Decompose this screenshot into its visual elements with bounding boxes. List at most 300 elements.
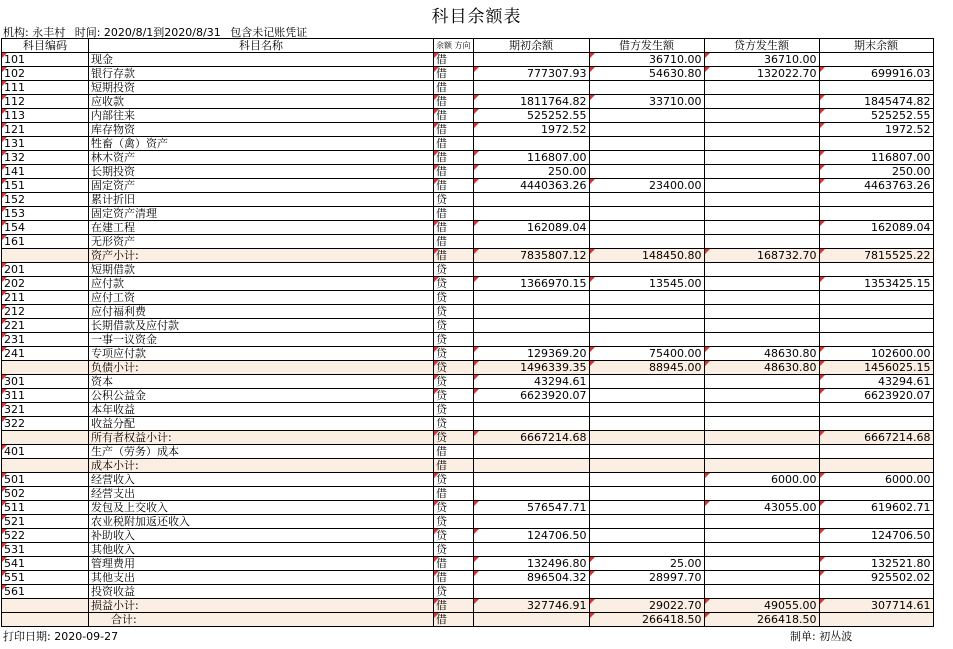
cell-dir: 借 (434, 487, 474, 501)
cell-name: 应付福利费 (89, 305, 434, 319)
cell-code: 201 (2, 263, 89, 277)
maker: 制单: 初丛波 (790, 630, 853, 643)
cell-code (2, 599, 89, 613)
cell-dir: 借 (434, 95, 474, 109)
cell-code: 551 (2, 571, 89, 585)
cell-close (819, 403, 933, 417)
cell-code: 101 (2, 53, 89, 67)
table-row (2, 487, 934, 501)
cell-code: 541 (2, 557, 89, 571)
cell-open: 129369.20 (473, 347, 589, 361)
cell-open (473, 305, 589, 319)
cell-credit (704, 81, 819, 95)
cell-code: 154 (2, 221, 89, 235)
table-row (2, 263, 934, 277)
cell-name: 农业税附加返还收入 (89, 515, 434, 529)
cell-close: 132521.80 (819, 557, 933, 571)
table-row (2, 277, 934, 291)
cell-credit (704, 529, 819, 543)
cell-credit (704, 487, 819, 501)
cell-open: 7835807.12 (473, 249, 589, 263)
cell-close (819, 487, 933, 501)
cell-credit (704, 291, 819, 305)
cell-debit (589, 585, 704, 599)
cell-credit: 6000.00 (704, 473, 819, 487)
table-row (2, 137, 934, 151)
cell-open (473, 319, 589, 333)
cell-dir: 借 (434, 179, 474, 193)
cell-dir: 贷 (434, 501, 474, 515)
cell-debit (589, 235, 704, 249)
cell-close: 699916.03 (819, 67, 933, 81)
cell-credit (704, 319, 819, 333)
cell-credit (704, 277, 819, 291)
subtotal-row (2, 599, 934, 613)
table-row (2, 445, 934, 459)
cell-close: 6667214.68 (819, 431, 933, 445)
table-row (2, 81, 934, 95)
cell-debit (589, 515, 704, 529)
table-row (2, 529, 934, 543)
cell-close (819, 515, 933, 529)
cell-dir: 借 (434, 137, 474, 151)
col-name: 科目名称 (89, 39, 434, 53)
cell-name: 现金 (89, 53, 434, 67)
org-label: 机构: 永丰村 (3, 26, 66, 39)
table-row (2, 67, 934, 81)
cell-name: 一事一议资金 (89, 333, 434, 347)
cell-close (819, 459, 933, 473)
cell-debit (589, 319, 704, 333)
cell-debit: 33710.00 (589, 95, 704, 109)
cell-debit (589, 193, 704, 207)
cell-code: 561 (2, 585, 89, 599)
cell-dir: 贷 (434, 403, 474, 417)
cell-open: 576547.71 (473, 501, 589, 515)
cell-close: 1353425.15 (819, 277, 933, 291)
cell-credit (704, 263, 819, 277)
cell-close (819, 543, 933, 557)
cell-credit (704, 207, 819, 221)
table-row (2, 571, 934, 585)
table-row (2, 319, 934, 333)
cell-open (473, 543, 589, 557)
col-code: 科目编码 (2, 39, 89, 53)
cell-close (819, 613, 933, 627)
cell-code: 211 (2, 291, 89, 305)
cell-close: 619602.71 (819, 501, 933, 515)
cell-debit (589, 291, 704, 305)
cell-name: 本年收益 (89, 403, 434, 417)
cell-debit (589, 333, 704, 347)
table-row (2, 543, 934, 557)
cell-code: 153 (2, 207, 89, 221)
cell-code (2, 361, 89, 375)
cell-open (473, 417, 589, 431)
cell-name: 成本小计: (89, 459, 434, 473)
cell-open (473, 515, 589, 529)
cell-close: 307714.61 (819, 599, 933, 613)
cell-credit (704, 431, 819, 445)
cell-open (473, 263, 589, 277)
print-date: 打印日期: 2020-09-27 (3, 630, 119, 643)
cell-close: 102600.00 (819, 347, 933, 361)
col-open: 期初余额 (473, 39, 589, 53)
cell-open: 327746.91 (473, 599, 589, 613)
cell-credit: 168732.70 (704, 249, 819, 263)
col-close: 期末余额 (819, 39, 933, 53)
cell-dir: 贷 (434, 515, 474, 529)
cell-name: 短期借款 (89, 263, 434, 277)
cell-debit (589, 151, 704, 165)
table-row (2, 53, 934, 67)
cell-name: 经营支出 (89, 487, 434, 501)
cell-code: 113 (2, 109, 89, 123)
cell-close (819, 445, 933, 459)
cell-code: 102 (2, 67, 89, 81)
cell-close: 1845474.82 (819, 95, 933, 109)
cell-name: 投资收益 (89, 585, 434, 599)
cell-close: 7815525.22 (819, 249, 933, 263)
cell-name: 经营收入 (89, 473, 434, 487)
cell-code: 401 (2, 445, 89, 459)
cell-code: 301 (2, 375, 89, 389)
cell-open: 132496.80 (473, 557, 589, 571)
cell-credit (704, 403, 819, 417)
cell-code (2, 459, 89, 473)
cell-dir: 借 (434, 81, 474, 95)
cell-code: 121 (2, 123, 89, 137)
cell-debit (589, 137, 704, 151)
cell-dir: 借 (434, 67, 474, 81)
cell-close (819, 53, 933, 67)
cell-credit (704, 389, 819, 403)
cell-debit (589, 263, 704, 277)
cell-close (819, 235, 933, 249)
cell-dir: 贷 (434, 319, 474, 333)
cell-name: 固定资产清理 (89, 207, 434, 221)
cell-close: 250.00 (819, 165, 933, 179)
cell-name: 公积公益金 (89, 389, 434, 403)
table-row (2, 417, 934, 431)
cell-open: 162089.04 (473, 221, 589, 235)
cell-name: 应付工资 (89, 291, 434, 305)
cell-name: 管理费用 (89, 557, 434, 571)
cell-open: 777307.93 (473, 67, 589, 81)
cell-close (819, 193, 933, 207)
period-label: 时间: 2020/8/1到2020/8/31 (74, 26, 221, 39)
cell-close (819, 333, 933, 347)
cell-dir: 贷 (434, 585, 474, 599)
cell-credit: 48630.80 (704, 361, 819, 375)
cell-code (2, 249, 89, 263)
table-header-row (2, 39, 934, 53)
cell-code: 521 (2, 515, 89, 529)
cell-credit (704, 571, 819, 585)
cell-debit (589, 445, 704, 459)
cell-dir: 贷 (434, 333, 474, 347)
cell-dir: 借 (434, 557, 474, 571)
subtotal-row (2, 431, 934, 445)
cell-close (819, 417, 933, 431)
cell-debit: 36710.00 (589, 53, 704, 67)
cell-dir: 贷 (434, 291, 474, 305)
cell-dir: 贷 (434, 305, 474, 319)
cell-open (473, 403, 589, 417)
cell-credit: 266418.50 (704, 613, 819, 627)
table-row (2, 207, 934, 221)
cell-code: 511 (2, 501, 89, 515)
subtotal-row (2, 613, 934, 627)
cell-name: 专项应付款 (89, 347, 434, 361)
table-row (2, 165, 934, 179)
cell-open (473, 459, 589, 473)
cell-dir: 借 (434, 249, 474, 263)
col-debit: 借方发生额 (589, 39, 704, 53)
cell-dir: 借 (434, 613, 474, 627)
cell-name: 负债小计: (89, 361, 434, 375)
cell-open (473, 207, 589, 221)
cell-credit: 48630.80 (704, 347, 819, 361)
table-row (2, 389, 934, 403)
cell-code: 132 (2, 151, 89, 165)
cell-open: 250.00 (473, 165, 589, 179)
cell-debit (589, 529, 704, 543)
cell-close (819, 207, 933, 221)
cell-credit (704, 165, 819, 179)
table-row (2, 585, 934, 599)
cell-name: 生产（劳务）成本 (89, 445, 434, 459)
cell-name: 其他支出 (89, 571, 434, 585)
cell-open (473, 81, 589, 95)
table-row (2, 291, 934, 305)
cell-debit (589, 501, 704, 515)
table-row (2, 557, 934, 571)
cell-close: 1456025.15 (819, 361, 933, 375)
cell-credit (704, 193, 819, 207)
cell-code: 161 (2, 235, 89, 249)
cell-dir: 贷 (434, 417, 474, 431)
table-row (2, 473, 934, 487)
table-row (2, 333, 934, 347)
cell-code: 212 (2, 305, 89, 319)
table-row (2, 109, 934, 123)
cell-close (819, 81, 933, 95)
cell-credit: 36710.00 (704, 53, 819, 67)
cell-debit (589, 487, 704, 501)
cell-open: 4440363.26 (473, 179, 589, 193)
cell-open (473, 193, 589, 207)
cell-dir: 借 (434, 207, 474, 221)
cell-debit (589, 109, 704, 123)
cell-code: 502 (2, 487, 89, 501)
cell-open (473, 445, 589, 459)
cell-code: 241 (2, 347, 89, 361)
cell-open: 1811764.82 (473, 95, 589, 109)
cell-dir: 贷 (434, 263, 474, 277)
cell-dir: 借 (434, 221, 474, 235)
cell-debit: 25.00 (589, 557, 704, 571)
cell-open (473, 53, 589, 67)
cell-close: 1972.52 (819, 123, 933, 137)
cell-debit: 88945.00 (589, 361, 704, 375)
cell-open: 43294.61 (473, 375, 589, 389)
cell-code: 231 (2, 333, 89, 347)
cell-debit (589, 417, 704, 431)
cell-close (819, 585, 933, 599)
cell-dir: 借 (434, 235, 474, 249)
table-row (2, 179, 934, 193)
cell-name: 库存物资 (89, 123, 434, 137)
cell-credit (704, 557, 819, 571)
cell-dir: 贷 (434, 529, 474, 543)
cell-dir: 借 (434, 53, 474, 67)
cell-dir: 借 (434, 123, 474, 137)
cell-dir: 贷 (434, 347, 474, 361)
cell-close (819, 305, 933, 319)
cell-close: 116807.00 (819, 151, 933, 165)
cell-name: 收益分配 (89, 417, 434, 431)
cell-close: 525252.55 (819, 109, 933, 123)
cell-code: 131 (2, 137, 89, 151)
cell-credit (704, 151, 819, 165)
cell-credit (704, 305, 819, 319)
cell-credit: 43055.00 (704, 501, 819, 515)
cell-name: 累计折旧 (89, 193, 434, 207)
cell-close (819, 291, 933, 305)
cell-debit (589, 305, 704, 319)
cell-code: 311 (2, 389, 89, 403)
cell-debit (589, 81, 704, 95)
cell-dir: 贷 (434, 193, 474, 207)
cell-credit (704, 585, 819, 599)
cell-name: 其他收入 (89, 543, 434, 557)
cell-dir: 贷 (434, 361, 474, 375)
cell-credit (704, 235, 819, 249)
cell-dir: 贷 (434, 375, 474, 389)
cell-open (473, 613, 589, 627)
table-row (2, 305, 934, 319)
table-row (2, 123, 934, 137)
cell-dir: 借 (434, 109, 474, 123)
cell-name: 合计: (89, 613, 434, 627)
cell-debit: 13545.00 (589, 277, 704, 291)
cell-open (473, 585, 589, 599)
cell-dir: 借 (434, 445, 474, 459)
subtotal-row (2, 361, 934, 375)
cell-debit (589, 403, 704, 417)
cell-credit: 49055.00 (704, 599, 819, 613)
cell-code (2, 613, 89, 627)
cell-dir: 贷 (434, 473, 474, 487)
subtotal-row (2, 249, 934, 263)
cell-name: 发包及上交收入 (89, 501, 434, 515)
cell-debit (589, 221, 704, 235)
cell-open: 1972.52 (473, 123, 589, 137)
cell-debit (589, 123, 704, 137)
cell-debit: 266418.50 (589, 613, 704, 627)
cell-code: 531 (2, 543, 89, 557)
cell-name: 在建工程 (89, 221, 434, 235)
cell-dir: 贷 (434, 431, 474, 445)
table-row (2, 515, 934, 529)
table-row (2, 501, 934, 515)
cell-dir: 借 (434, 599, 474, 613)
cell-debit: 23400.00 (589, 179, 704, 193)
cell-open: 1366970.15 (473, 277, 589, 291)
cell-credit (704, 375, 819, 389)
cell-open: 124706.50 (473, 529, 589, 543)
cell-debit: 54630.80 (589, 67, 704, 81)
cell-name: 应付款 (89, 277, 434, 291)
cell-name: 内部往来 (89, 109, 434, 123)
cell-open: 6667214.68 (473, 431, 589, 445)
cell-name: 损益小计: (89, 599, 434, 613)
cell-credit (704, 221, 819, 235)
cell-code (2, 431, 89, 445)
cell-name: 牲畜（禽）资产 (89, 137, 434, 151)
cell-close: 162089.04 (819, 221, 933, 235)
cell-debit: 29022.70 (589, 599, 704, 613)
note-label: 包含未记账凭证 (230, 26, 308, 39)
table-row (2, 375, 934, 389)
cell-close (819, 263, 933, 277)
table-row (2, 403, 934, 417)
cell-code: 322 (2, 417, 89, 431)
col-credit: 贷方发生额 (704, 39, 819, 53)
cell-debit (589, 375, 704, 389)
cell-open (473, 235, 589, 249)
cell-name: 应收款 (89, 95, 434, 109)
cell-close: 124706.50 (819, 529, 933, 543)
cell-open (473, 473, 589, 487)
table-body (2, 53, 934, 627)
cell-debit: 75400.00 (589, 347, 704, 361)
cell-debit (589, 431, 704, 445)
table-row (2, 151, 934, 165)
cell-name: 林木资产 (89, 151, 434, 165)
cell-dir: 借 (434, 165, 474, 179)
report-title: 科目余额表 (431, 7, 522, 27)
cell-debit (589, 473, 704, 487)
cell-code: 152 (2, 193, 89, 207)
cell-name: 短期投资 (89, 81, 434, 95)
cell-open: 1496339.35 (473, 361, 589, 375)
cell-name: 固定资产 (89, 179, 434, 193)
cell-credit (704, 333, 819, 347)
cell-code: 522 (2, 529, 89, 543)
cell-name: 补助收入 (89, 529, 434, 543)
cell-dir: 贷 (434, 543, 474, 557)
cell-code: 112 (2, 95, 89, 109)
table-row (2, 95, 934, 109)
col-dir: 余额 方向 (434, 39, 474, 53)
cell-debit (589, 459, 704, 473)
cell-dir: 借 (434, 571, 474, 585)
cell-code: 111 (2, 81, 89, 95)
cell-name: 长期投资 (89, 165, 434, 179)
cell-open: 116807.00 (473, 151, 589, 165)
cell-open (473, 487, 589, 501)
cell-close: 4463763.26 (819, 179, 933, 193)
cell-dir: 贷 (434, 277, 474, 291)
cell-open: 896504.32 (473, 571, 589, 585)
cell-code: 151 (2, 179, 89, 193)
cell-debit: 28997.70 (589, 571, 704, 585)
cell-dir: 贷 (434, 389, 474, 403)
cell-open (473, 333, 589, 347)
cell-dir: 借 (434, 151, 474, 165)
